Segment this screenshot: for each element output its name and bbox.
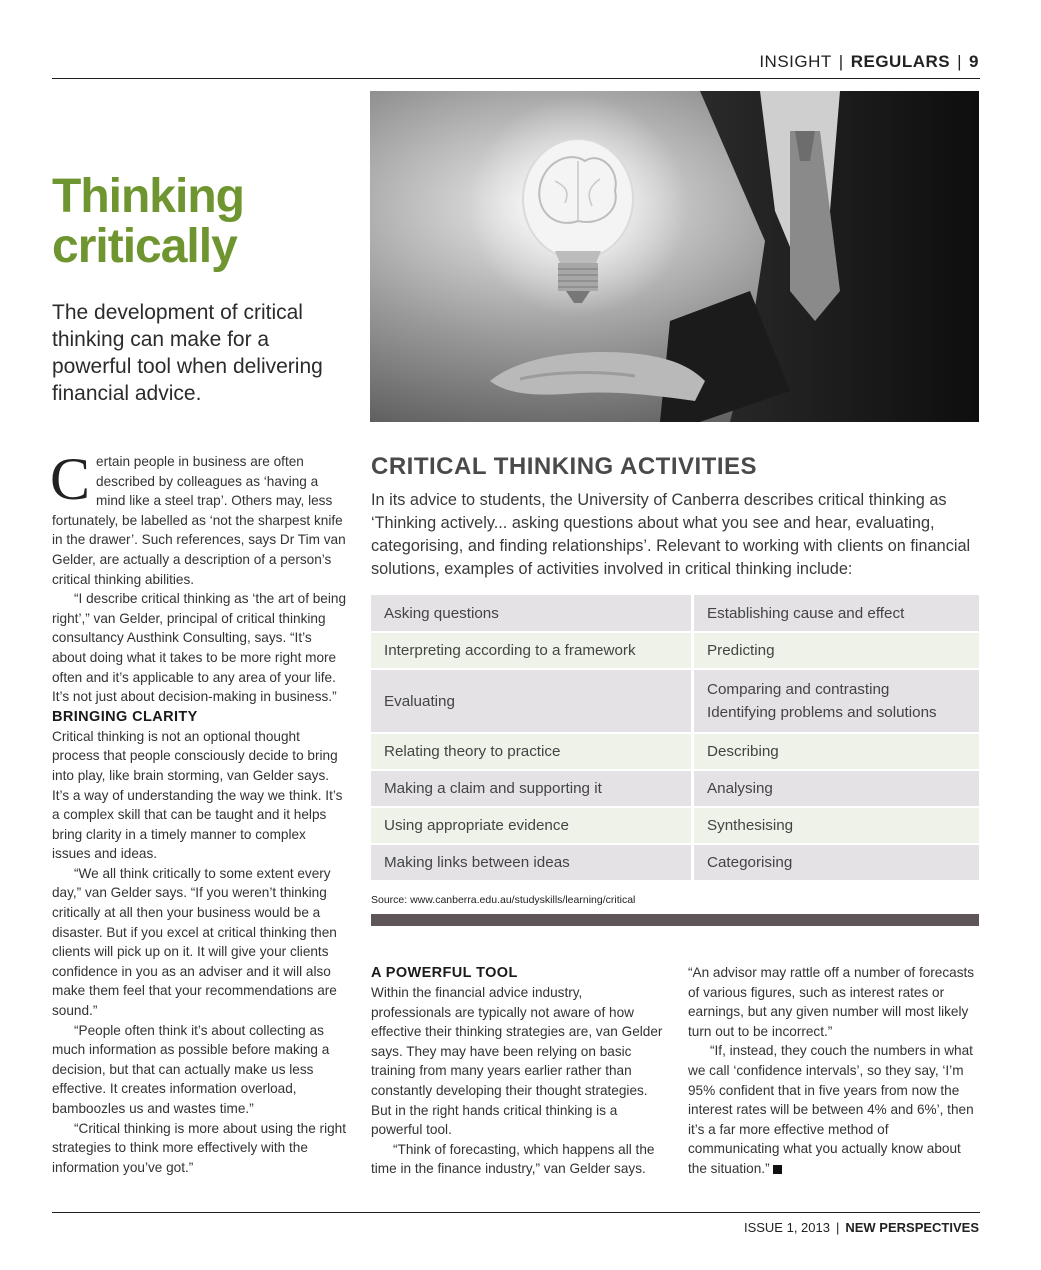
header-rule xyxy=(52,78,980,79)
body-paragraph: “I describe critical thinking as ‘the art of being right’,” van Gelder, principal of critical thinking consultancy Austhink Consulting, says. “It’s about doing what it takes to be more right more often and it’s applicable to any area of your life. It’s not just about decision-making in business.” xyxy=(52,591,347,705)
table-cell: Predicting xyxy=(693,632,980,669)
page-header xyxy=(0,0,1041,80)
table-cell: Evaluating xyxy=(371,669,693,733)
table-row xyxy=(371,733,979,770)
body-paragraph: “People often think it’s about collecting as much information as possible before making a decision, but that can actually make us less effective. It creates information overload, bamboozles us and wastes time.” xyxy=(52,1022,330,1116)
body-paragraph: Critical thinking is not an optional thought process that people consciously decide to bring into play, like brain storming, van Gelder says. It’s a way of understanding the way we think. It’s a complex skill that can be taught and it helps bring clarity in a timely manner to complex issues and ideas. xyxy=(52,728,343,862)
activities-table xyxy=(371,595,979,882)
body-paragraph xyxy=(688,1041,979,1178)
table-cell: Asking questions xyxy=(371,595,693,632)
table-cell-line: Comparing and contrasting xyxy=(707,681,890,698)
page-footer: ISSUE 1, 2013 | NEW PERSPECTIVES xyxy=(743,1220,979,1235)
article-title: Thinking critically xyxy=(52,170,244,273)
end-mark-icon xyxy=(773,1165,782,1174)
body-paragraph: “Critical thinking is more about using the right strategies to think more effectively with the information you’ve got.” xyxy=(52,1120,347,1175)
lead-paragraph-text: ertain people in business are often described by colleagues as ‘having a mind like a steel trap’. Others may, less fortunately, be labelled as ‘not the sharpest knife in the drawer’. Such references, says Dr Tim van Gelder, are actually a description of a person’s critical thinking abilities. xyxy=(52,454,346,587)
article-deck: The development of critical thinking can make for a powerful tool when delivering financial advice. xyxy=(52,301,323,405)
table-cell: Making links between ideas xyxy=(371,844,693,881)
table-row xyxy=(371,632,979,669)
table-row xyxy=(371,770,979,807)
lightbulb-businessman-photo xyxy=(370,91,979,422)
table-cell: Synthesising xyxy=(693,807,980,844)
activities-intro: In its advice to students, the University of Canberra describes critical thinking as ‘Thinking actively... asking questions about what you see and hear, evaluating, categorising, and finding relationships’. Relevant to working with clients on financial solutions, examples of activities involved in critical thinking include: xyxy=(371,491,971,578)
footer-rule xyxy=(52,1212,980,1213)
subheading-powerful-tool: A POWERFUL TOOL xyxy=(371,965,518,981)
subheading-bringing-clarity: BRINGING CLARITY xyxy=(52,708,198,725)
body-paragraph: Within the financial advice industry, professionals are typically not aware of how effective their thinking strategies are, van Gelder says. They may have been relying on basic training from many years earlier rather than constantly developing their thought strategies. But in the right hands critical thinking is a powerful tool. xyxy=(371,985,663,1138)
category-label: REGULARS xyxy=(850,52,951,71)
table-cell: Interpreting according to a framework xyxy=(371,632,693,669)
activities-divider-bar xyxy=(371,914,979,926)
source-link[interactable]: Source: www.canberra.edu.au/studyskills/learning/critical xyxy=(371,894,636,906)
running-head: INSIGHT | REGULARS | 9 xyxy=(759,52,979,71)
table-cell: Relating theory to practice xyxy=(371,733,693,770)
issue-label: ISSUE 1, 2013 xyxy=(743,1220,830,1235)
table-cell xyxy=(693,669,980,733)
closing-paragraph-text: “If, instead, they couch the numbers in what we call ‘confidence intervals’, so they say, ‘I’m 95% confident that in five years from now the interest rates will be between 4% and 6%’, then it’s a far more effective method of communicating what you actually know about the situation.” xyxy=(688,1043,974,1176)
drop-cap: C xyxy=(50,446,91,512)
body-paragraph: “An advisor may rattle off a number of forecasts of various figures, such as interest rates or earnings, but any given number will most likely turn out to be incorrect.” xyxy=(688,965,975,1039)
page-number: 9 xyxy=(969,52,979,71)
table-cell: Categorising xyxy=(693,844,980,881)
table-row xyxy=(371,669,979,733)
table-row xyxy=(371,807,979,844)
middle-column xyxy=(371,963,663,1179)
table-row xyxy=(371,595,979,632)
table-cell: Establishing cause and effect xyxy=(693,595,980,632)
table-cell: Using appropriate evidence xyxy=(371,807,693,844)
table-row xyxy=(371,844,979,881)
left-column xyxy=(50,446,347,1177)
table-cell: Analysing xyxy=(693,770,980,807)
section-label: INSIGHT xyxy=(759,52,832,71)
table-cell-line: Identifying problems and solutions xyxy=(707,704,937,721)
right-column xyxy=(688,963,979,1179)
body-paragraph: “Think of forecasting, which happens all the time in the finance industry,” van Gelder says. xyxy=(371,1141,655,1177)
photo-illustration xyxy=(370,91,979,422)
publication-name: NEW PERSPECTIVES xyxy=(845,1220,979,1235)
lead-paragraph xyxy=(50,446,347,589)
body-paragraph: “We all think critically to some extent every day,” van Gelder says. “If you weren’t thinking critically at all then your business would be a disaster. But if you excel at critical thinking then clients will pick up on it. It will give your clients confidence in you as an adviser and it will also make them feel that your recommendations are sound.” xyxy=(52,865,337,1019)
table-cell: Making a claim and supporting it xyxy=(371,770,693,807)
table-cell: Describing xyxy=(693,733,980,770)
activities-title: CRITICAL THINKING ACTIVITIES xyxy=(371,453,757,480)
